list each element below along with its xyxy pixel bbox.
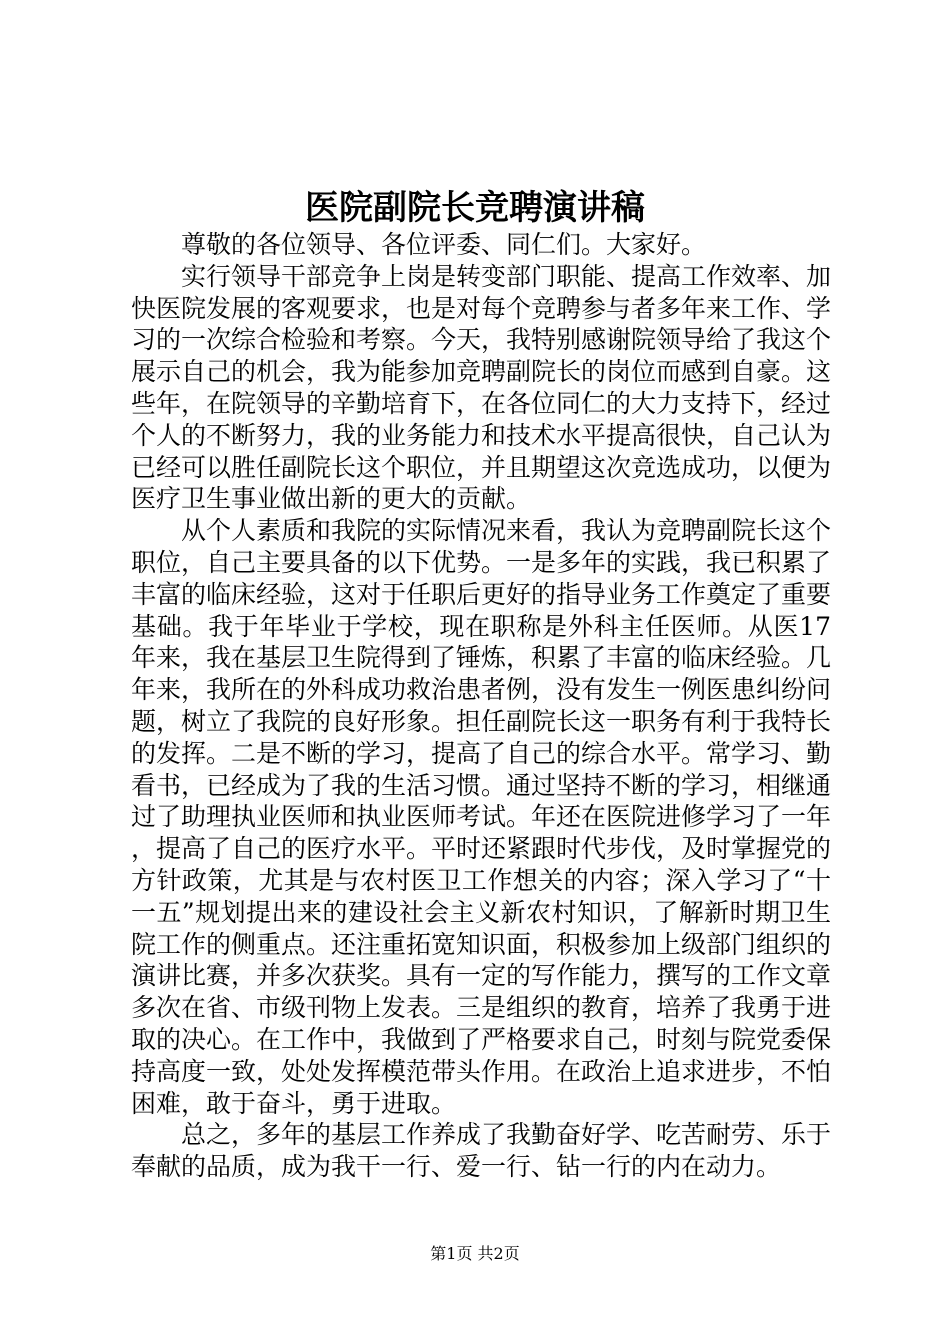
document-title: 医院副院长竞聘演讲稿	[305, 188, 645, 228]
paragraph-greeting: 尊敬的各位领导、各位评委、同仁们。大家好。	[181, 230, 707, 259]
page-number-footer: 第1页 共2页	[430, 1244, 520, 1263]
paragraph-summary: 总之，多年的基层工作养成了我勤奋好学、吃苦耐劳、乐于奉献的品质，成为我干一行、爱一行、钻一行的内在动力。	[131, 1120, 832, 1182]
document-body	[131, 229, 831, 1183]
paragraph-advantages: 从个人素质和我院的实际情况来看，我认为竞聘副院长这个职位，自己主要具备的以下优势。一是多年的实践，我已积累了丰富的临床经验，这对于任职后更好的指导业务工作奠定了重要基础。我于年毕业于学校，现在职称是外科主任医师。从医17年来，我在基层卫生院得到了锤炼，积累了丰富的临床经验。几年来，我所在的外科成功救治患者例，没有发生一例医患纠纷问题，树立了我院的良好形象。担任副院长这一职务有利于我特长的发挥。二是不断的学习，提高了自己的综合水平。常学习、勤看书，已经成为了我的生活习惯。通过坚持不断的学习，相继通过了助理执业医师和执业医师考试。年还在医院进修学习了一年，提高了自己的医疗水平。平时还紧跟时代步伐，及时掌握党的方针政策，尤其是与农村医卫工作想关的内容；深入学习了“十一五”规划提出来的建设社会主义新农村知识，了解新时期卫生院工作的侧重点。还注重拓宽知识面，积极参加上级部门组织的演讲比赛，并多次获奖。具有一定的写作能力，撰写的工作文章多次在省、市级刊物上发表。三是组织的教育，培养了我勇于进取的决心。在工作中，我做到了严格要求自己，时刻与院党委保持高度一致，处处发挥模范带头作用。在政治上追求进步，不怕困难，敢于奋斗，勇于进取。	[131, 516, 832, 1118]
paragraph-introduction: 实行领导干部竞争上岗是转变部门职能、提高工作效率、加快医院发展的客观要求，也是对每个竞聘参与者多年来工作、学习的一次综合检验和考察。今天，我特别感谢院领导给了我这个展示自己的机会，我为能参加竞聘副院长的岗位而感到自豪。这些年，在院领导的辛勤培育下，在各位同仁的大力支持下，经过个人的不断努力，我的业务能力和技术水平提高很快，自己认为已经可以胜任副院长这个职位，并且期望这次竞选成功，以便为医疗卫生事业做出新的更大的贡献。	[131, 261, 832, 514]
